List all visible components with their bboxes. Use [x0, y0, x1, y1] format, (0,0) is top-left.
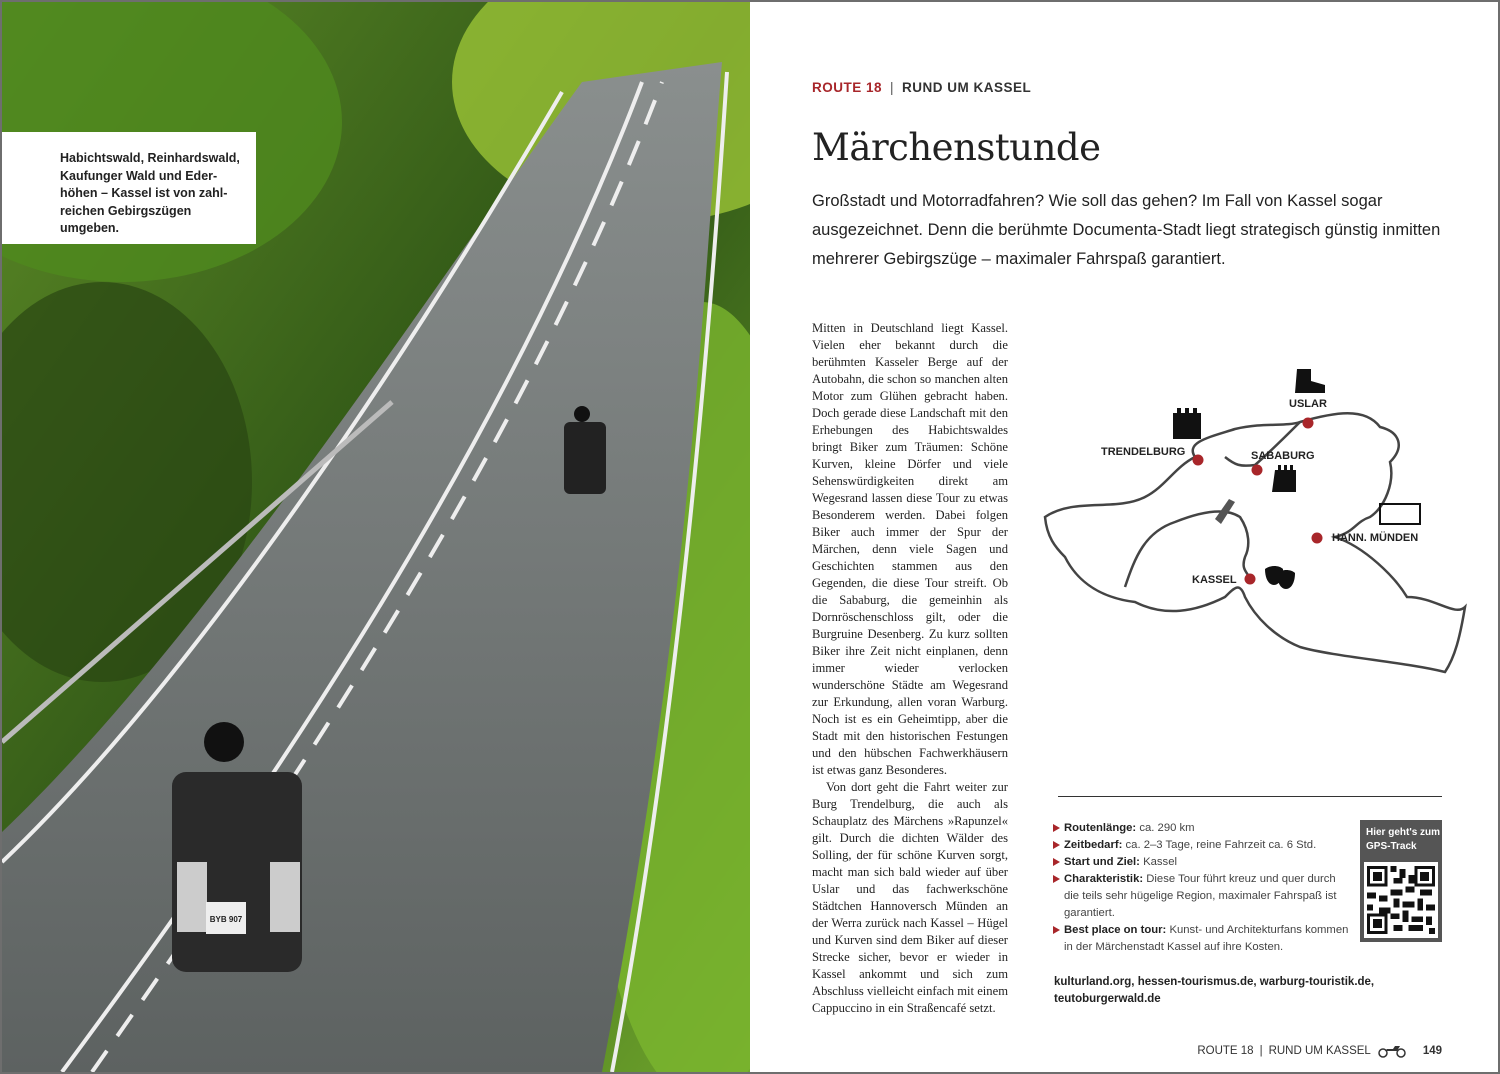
marker-hann-muenden [1312, 533, 1323, 544]
houses-icon [1380, 504, 1420, 524]
article-page [750, 2, 1498, 1072]
lead-paragraph: Großstadt und Motorradfahren? Wie soll das gehen? Im Fall von Kassel sogar ausgezeichnet. Denn die berühmte Documenta-Stadt liegt strategisch günstig inmitten mehrerer Gebirgszüge – maximaler Fahrspaß garantiert. [812, 192, 1441, 268]
footer-route: ROUTE 18 [1197, 1045, 1254, 1057]
divider [1058, 796, 1442, 797]
route-number: ROUTE 18 [812, 80, 883, 95]
page-number: 149 [1422, 1045, 1442, 1057]
fact-value: ca. 2–3 Tage, reine Fahrzeit ca. 6 Std. [1125, 839, 1317, 851]
fact-item [1052, 922, 1352, 956]
tour-facts [1052, 820, 1352, 956]
marker-kassel [1245, 574, 1256, 585]
magazine-spread [2, 2, 1498, 1072]
license-plate-text: BYB 907 [209, 915, 243, 924]
castle-icon [1272, 465, 1296, 492]
marker-trendelburg [1193, 455, 1204, 466]
gps-label: Hier geht's zum GPS-Track [1366, 827, 1441, 852]
website-links: kulturland.org, hessen-tourismus.de, warburg-touristik.de, teutoburgerwald.de [1054, 976, 1375, 1005]
boot-icon [1295, 369, 1325, 393]
road-photo [2, 2, 750, 1072]
fact-label: Best place on tour: [1064, 924, 1167, 936]
separator: | [890, 80, 895, 95]
fact-label: Charakteristik: [1064, 873, 1144, 885]
fact-label: Start und Ziel: [1064, 856, 1140, 868]
fact-value: ca. 290 km [1139, 822, 1195, 834]
marker-sababurg [1252, 465, 1263, 476]
map-markers [1193, 418, 1323, 585]
fact-item [1052, 854, 1352, 871]
fact-value: Diese Tour führt kreuz und quer durch die teils sehr hügelige Region, maximaler Fahrspaß ist garantiert. [1064, 873, 1337, 919]
fact-item [1052, 871, 1352, 922]
fact-value: Kunst- und Architekturfans kommen in der Märchenstadt Kassel auf ihre Kosten. [1064, 924, 1349, 953]
fact-value: Kassel [1143, 856, 1178, 868]
body-text [812, 320, 1008, 1017]
qr-code[interactable] [1364, 862, 1438, 938]
label-hann-muenden: HANN. MÜNDEN [1332, 532, 1419, 544]
motorcycle-icon [1377, 1044, 1407, 1058]
footer-separator: | [1259, 1045, 1263, 1057]
fact-label: Routenlänge: [1064, 822, 1137, 834]
marker-uslar [1303, 418, 1314, 429]
fact-item [1052, 820, 1352, 837]
label-uslar: USLAR [1289, 398, 1327, 410]
photo-caption: Habichtswald, Reinhardswald, Kaufunger Wald und Eder-höhen – Kassel ist von zahl-reichen Gebirgszügen umgeben. [2, 132, 256, 244]
castle-icon [1173, 408, 1201, 439]
article-title: Märchenstunde [812, 126, 1101, 169]
label-trendelburg: TRENDELBURG [1101, 446, 1186, 458]
gps-track-qr[interactable] [1360, 820, 1442, 942]
label-kassel: KASSEL [1192, 574, 1237, 586]
fact-label: Zeitbedarf: [1064, 839, 1123, 851]
body-paragraph: Von dort geht die Fahrt weiter zur Burg Trendelburg, die auch als Schauplatz des Märchens »Rapunzel« gilt. Durch die dichten Wälder des Solling, der für schöne Kurven sorgt, macht man sich bald wieder auf über Uslar und das fachwerkschöne Städtchen Hannoversch Münden an der Werra zurück nach Kassel – Hügel und Kurven sind dem Biker auf dieser Strecke sicher, bevor er wieder in Kassel ankommt und sich zum Abschluss vielleicht einfach mit einem Cappuccino in ein Straßencafé setzt. [812, 780, 1008, 1015]
footer-section: RUND UM KASSEL [1268, 1045, 1371, 1057]
label-sababurg: SABABURG [1251, 450, 1315, 462]
route-map [1035, 357, 1475, 687]
body-paragraph: Mitten in Deutschland liegt Kassel. Vielen eher bekannt durch die berühmten Kasseler Berge auf der Autobahn, die schon so manchen alten Motor zum Glühen gebracht haben. Doch gerade diese Landschaft mit den Erhebungen des Habichtswaldes bringt Biker zum Träumen: Schöne Kurven, kleine Dörfer und viele Sehenswürdigkeiten direkt am Wegesrand lassen diese Tour zu etwas Besonderem werden. Dabei folgen Biker auch immer der Spur der Märchen, denn viele Sagen und Geschichten stammen aus den Gegenden, die diese Tour streift. Ob die Sababurg, die gemeinhin als Dornröschenschloss gilt, oder die Burgruine Desenberg. Zu kurz sollten Biker ihre Zeit nicht einplanen, denn immer wieder verlocken wunderschöne Städte am Wegesrand zur Erkundung, allen voran Warburg. Noch ist es ein Geheimtipp, aber die Stadt mit den historischen Festungen und den hübschen Fachwerkhäusern ist etwas ganz Besonderes. [812, 321, 1008, 777]
fact-item [1052, 837, 1352, 854]
route-header [812, 80, 1031, 95]
route-section: RUND UM KASSEL [902, 80, 1032, 95]
theater-masks-icon [1265, 566, 1295, 589]
page-footer [1197, 1044, 1442, 1058]
